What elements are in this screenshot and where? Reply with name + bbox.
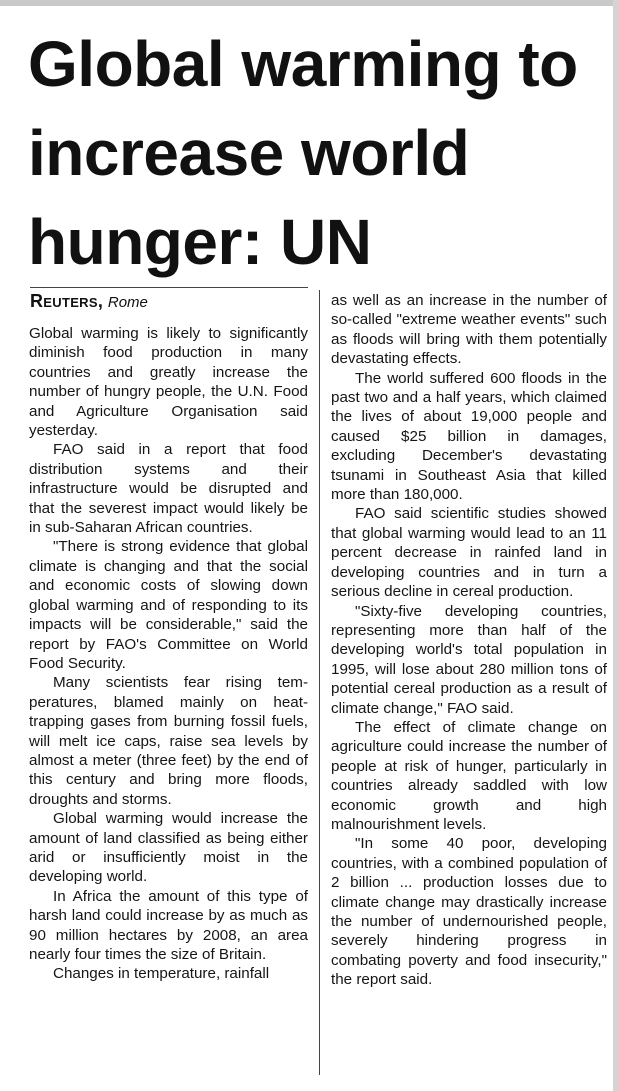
byline-rule [30,287,308,288]
headline-line: Global warming to [28,28,578,100]
paragraph: Global warming is likely to significantly diminish food production in many countries and greatly increase the number of hungry people, the U.N. Food and Agriculture Organisation said yesterday. [29,325,308,440]
scan-border-right [613,0,619,1091]
article-column-right [331,291,607,990]
paragraph: The world suffered 600 floods in the past two and a half years, which claimed the lives of about 19,000 people and caused $25 billion in damages, excluding December's devastating tsunami in Southeast Asia that killed more than 180,000. [331,369,607,504]
paragraph: "In some 40 poor, developing countries, with a combined population of 2 billion ... production losses due to climate change may drastically increase the number of undernourished people, severely hindering progress in combating poverty and food insecurity," the report said. [331,835,607,989]
byline-location: Rome [107,294,148,311]
scan-border-top [0,0,619,6]
paragraph: FAO said in a report that food distribution systems and their infrastructure would be disrupted and that the severest impact would likely be in sub-Saharan African countries. [29,441,308,537]
paragraph: In Africa the amount of this type of harsh land could increase by as much as 90 million hectares by 2008, an area nearly four times the size of Britain. [29,887,308,963]
headline-line: hunger: UN [28,206,372,278]
paragraph: Global warming would increase the amount of land classified as being either arid or insufficiently moist in the developing world. [29,810,308,886]
paragraph: Many scientists fear rising temperatures, blamed mainly on heat-trapping gases from burning fossil fuels, will melt ice caps, raise sea levels by almost a meter (three feet) by the end of this century and bring more floods, droughts and storms. [29,674,308,808]
paragraph: Changes in temperature, rainfall [53,965,270,983]
paragraph: FAO said scientific studies showed that global warming would lead to an 11 percent decrease in rainfed land in developing countries and in turn a serious decline in cereal production. [331,505,607,601]
paragraph: "Sixty-five developing countries, representing more than half of the developing world's total population in 1995, will lose about 280 million tons of potential cereal production as a result of climate change," FAO said. [331,602,607,717]
paragraph: "There is strong evidence that global climate is changing and that the social and economic costs of slowing down global warming and of responding to its impacts will be considerable," said the report by FAO's Committee on World Food Security. [29,538,308,672]
headline-line: increase world [28,117,470,189]
article-column-left [29,324,308,984]
byline [30,290,310,314]
paragraph: The effect of climate change on agriculture could increase the number of people at risk of hunger, particularly in countries already saddled with low economic growth and high malnourishment levels. [331,718,607,833]
paragraph: as well as an increase in the number of so-called "extreme weather events" such as floods will bring with them potentially devastating effects. [331,292,607,368]
column-divider [319,290,320,1075]
byline-agency: Reuters, [30,291,104,311]
headline [28,20,608,287]
